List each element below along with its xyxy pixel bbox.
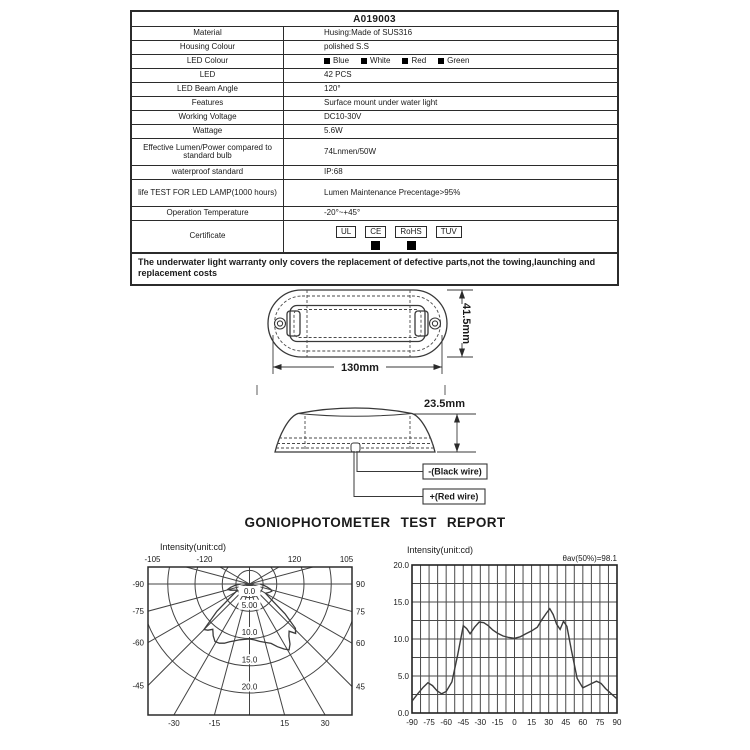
spec-row: [132, 111, 617, 125]
colour-swatch-icon: [361, 58, 367, 64]
x-tick-label: -15: [491, 718, 504, 727]
polar-angle-label: -90: [132, 580, 144, 589]
spec-row: [132, 166, 617, 180]
spec-value: 120°: [324, 84, 341, 94]
certificate-item: [336, 226, 356, 250]
spec-label: Certificate: [132, 221, 284, 252]
led-colour-option: Red: [402, 57, 426, 65]
spec-row: [132, 83, 617, 97]
warranty-note: The underwater light warranty only covers the replacement of defective parts,not the towing,launching and replacement costs: [132, 252, 617, 284]
x-tick-label: 45: [561, 718, 571, 727]
x-tick-label: 15: [527, 718, 537, 727]
colour-swatch-icon: [438, 58, 444, 64]
spec-row: [132, 221, 617, 252]
certificate-badge: TUV: [436, 226, 462, 238]
polar-chart-title: Intensity(unit:cd): [160, 542, 227, 552]
spec-row: [132, 125, 617, 139]
spec-value: Surface mount under water light: [324, 98, 438, 108]
certificate-item: [436, 226, 462, 250]
polar-angle-label: -45: [132, 681, 144, 691]
height-dimension-label: 41.5mm: [460, 303, 473, 344]
x-tick-label: -90: [406, 718, 418, 727]
x-tick-label: 75: [595, 718, 605, 727]
led-colour-option: White: [361, 57, 390, 65]
spec-value: 5.6W: [324, 126, 343, 136]
polar-angle-label: 30: [320, 719, 330, 728]
polar-angle-label: -105: [144, 555, 161, 564]
y-tick-label: 10.0: [393, 635, 409, 644]
y-tick-label: 5.0: [397, 672, 409, 681]
wire-leaders: [354, 451, 423, 497]
spec-row: [132, 55, 617, 69]
x-tick-label: 90: [612, 718, 622, 727]
spec-label: Housing Colour: [132, 41, 284, 54]
x-tick-label: 30: [544, 718, 554, 727]
x-tick-label: -30: [474, 718, 487, 727]
spec-value: -20°~+45°: [324, 208, 361, 218]
polar-angle-label: 105: [339, 555, 354, 564]
spec-row: [132, 41, 617, 55]
polar-angle-label: 75: [356, 607, 365, 617]
x-tick-label: -45: [457, 718, 470, 727]
spec-row: [132, 27, 617, 41]
intensity-line-chart: [385, 538, 685, 738]
led-colour-option: Blue: [324, 57, 349, 65]
spec-value: 42 PCS: [324, 70, 352, 80]
x-tick-label: -60: [440, 718, 452, 727]
spec-value: 74Lnmen/50W: [324, 146, 377, 156]
spec-value: Husing:Made of SUS316: [324, 28, 413, 38]
certificate-badge: RoHS: [395, 226, 426, 238]
polar-angle-label: -75: [132, 607, 144, 617]
y-tick-label: 0.0: [397, 709, 409, 718]
polar-angle-label: -120: [196, 555, 213, 564]
polar-radial-label: 5.00: [241, 600, 258, 610]
y-tick-label: 15.0: [393, 598, 409, 607]
cable-gland: [351, 443, 360, 452]
red-wire-callout: [423, 489, 485, 504]
polar-radial-label: 15.0: [241, 655, 258, 665]
polar-radial-label: 20.0: [241, 682, 258, 692]
projection-ticks: [257, 385, 445, 395]
spec-label: LED Beam Angle: [132, 83, 284, 96]
spec-row: [132, 207, 617, 221]
red-wire-label: +(Red wire): [429, 491, 479, 502]
spec-value: IP:68: [324, 167, 343, 177]
depth-dimension-label: 23.5mm: [424, 398, 465, 410]
certificate-check-mark: [371, 241, 380, 250]
y-tick-label: 20.0: [393, 561, 409, 570]
certificate-badge: UL: [336, 226, 356, 238]
certificate-item: [365, 226, 386, 250]
polar-radial-label: 0.0: [243, 587, 256, 596]
spec-value: DC10-30V: [324, 112, 362, 122]
polar-angle-label: 120: [287, 555, 302, 564]
spec-value: [284, 55, 617, 68]
model-number: A019003: [132, 12, 617, 27]
spec-label: Material: [132, 27, 284, 40]
width-dimension-label: 130mm: [341, 362, 379, 374]
x-tick-label: -75: [423, 718, 435, 727]
spec-label: LED Colour: [132, 55, 284, 68]
spec-label: Features: [132, 97, 284, 110]
spec-row: [132, 97, 617, 111]
x-tick-label: 60: [578, 718, 588, 727]
polar-angle-label: -15: [208, 719, 221, 728]
spec-label: waterproof standard: [132, 166, 284, 179]
polar-angle-label: 15: [280, 719, 290, 728]
top-view-drawing: [240, 275, 490, 385]
side-view-drawing: [250, 385, 500, 510]
spec-row: [132, 69, 617, 83]
polar-angle-label: 90: [356, 580, 365, 589]
black-wire-label: -(Black wire): [428, 466, 482, 477]
spec-table: [130, 10, 619, 286]
polar-angle-label: 45: [356, 682, 365, 692]
colour-swatch-icon: [402, 58, 408, 64]
depth-dimension: [413, 414, 476, 452]
certificate-item: [395, 226, 426, 250]
polar-radial-label: 10.0: [241, 628, 258, 637]
spec-label: Effective Lumen/Power compared to standard bulb: [132, 139, 284, 165]
polar-angle-label: -30: [168, 719, 180, 728]
certificate-check-mark: [407, 241, 416, 250]
polar-angle-label: 60: [356, 639, 365, 649]
x-tick-label: 0: [512, 718, 517, 727]
spec-value: polished S.S: [324, 42, 369, 52]
polar-angle-label: -60: [132, 638, 144, 648]
spec-label: life TEST FOR LED LAMP(1000 hours): [132, 180, 284, 206]
polar-intensity-chart: [95, 538, 395, 738]
housing-outline: [268, 290, 447, 357]
spec-row: [132, 180, 617, 207]
spec-value: Lumen Maintenance Precentage>95%: [324, 187, 461, 197]
spec-value: [284, 221, 617, 252]
certificate-badge: CE: [365, 226, 386, 238]
colour-swatch-icon: [324, 58, 330, 64]
report-heading: GONIOPHOTOMETER TEST REPORT: [244, 515, 506, 530]
spec-table-body: [132, 27, 617, 252]
beam-angle-annotation: θav(50%)=98.1: [562, 554, 617, 563]
spec-label: Working Voltage: [132, 111, 284, 124]
spec-row: [132, 139, 617, 166]
spec-label: Wattage: [132, 125, 284, 138]
line-chart-title: Intensity(unit:cd): [407, 545, 474, 555]
spec-label: LED: [132, 69, 284, 82]
led-colour-option: Green: [438, 57, 469, 65]
black-wire-callout: [423, 464, 487, 479]
spec-label: Operation Temperature: [132, 207, 284, 220]
